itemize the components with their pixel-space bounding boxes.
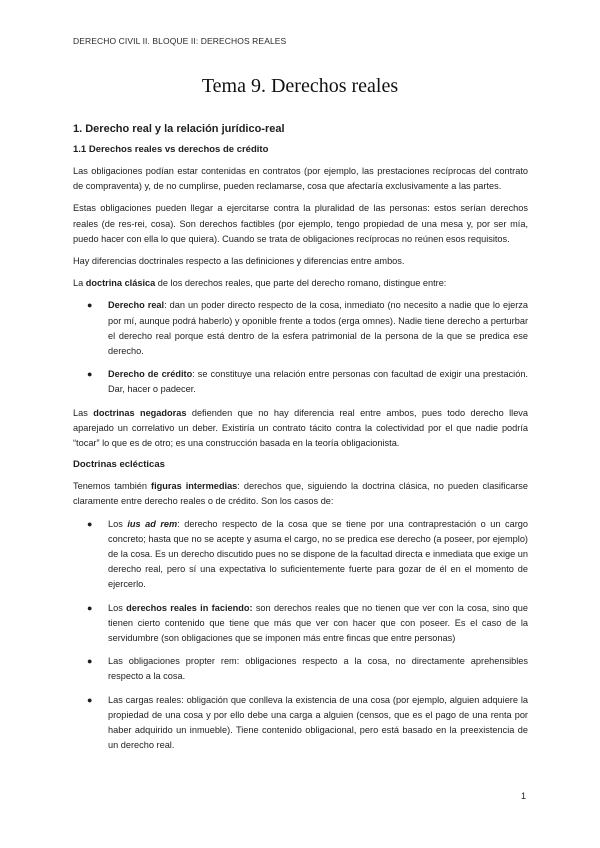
bullet-icon: ●: [87, 300, 93, 311]
subsection-heading: Doctrinas eclécticas: [73, 459, 165, 471]
subsection-heading: 1.1 Derechos reales vs derechos de crédito: [73, 144, 269, 155]
paragraph: Las obligaciones podían estar contenidas en contratos (por ejemplo, las prestaciones recíprocas del contrato de compraventa) y, de no cumplirse, pueden reclamarse, cosa que afectaría exclusivamente a las partes.: [73, 166, 528, 192]
section-heading: 1. Derecho real y la relación jurídico-real: [73, 123, 285, 135]
page-number: 1: [520, 791, 526, 801]
list-item: ● Derecho real: dan un poder directo respecto de la cosa, inmediato (no necesito a nadie que lo ejerza por mí, aunque podrá haberlo) y oponible frente a todos (erga omnes). Nadie tiene derecho a perturbar el derecho real porque está dentro de la esfera patrimonial de la persona de la que se predica ese derecho.: [87, 300, 528, 357]
bold-term: ius ad rem: [127, 518, 178, 529]
bold-term: derechos reales in faciendo:: [126, 602, 253, 613]
paragraph: Hay diferencias doctrinales respecto a las definiciones y diferencias entre ambos.: [73, 256, 405, 267]
paragraph: Estas obligaciones pueden llegar a ejercitarse contra la pluralidad de las personas: estos serían derechos reales (de res-rei, cosa). Son derechos factibles (por ejemplo, tengo propiedad de una mesa y, por ser mía, puedo hacer con ella lo que quiera). Cuando se trata de obligaciones recíprocas no reúnen esos requisitos.: [73, 203, 528, 244]
paragraph: Las doctrinas negadoras defienden que no hay diferencia real entre ambos, pues todo derecho lleva aparejado un correlativo un deber. Existiría un contrato tácito contra la colectividad por el que nadie podría “tocar” lo que es de otro; es una construcción basada en la teoría obligacionista.: [73, 407, 529, 449]
bold-term: Derecho de crédito: [108, 369, 193, 380]
bullet-icon: ●: [87, 656, 93, 667]
page-header: DERECHO CIVIL II. BLOQUE II: DERECHOS REALES: [73, 36, 287, 46]
bullet-icon: ●: [87, 602, 93, 613]
bold-term: doctrina clásica: [85, 278, 156, 289]
list-item: ● Las obligaciones propter rem: obligaciones respecto a la cosa, no directamente aprehensibles respecto a la cosa.: [87, 656, 528, 682]
paragraph: Tenemos también figuras intermedias: derechos que, siguiendo la doctrina clásica, no pueden clasificarse claramente entre derecho reales o de crédito. Son los casos de:: [73, 481, 528, 507]
bullet-icon: ●: [87, 369, 93, 380]
page-title: Tema 9. Derechos reales: [201, 75, 399, 97]
document-body: [73, 122, 528, 762]
bullet-icon: ●: [87, 518, 93, 529]
list-item: ● Los ius ad rem: derecho respecto de la cosa que se tiene por una contraprestación o un cargo concreto; hasta que no se acepte y asuma el cargo, no se predica ese derecho (a poseer, por ejemplo) de la cosa. Es un derecho discutido pues no se dispone de la facultad directa e inmediata que exige un derecho real, pero sí una expectativa lo suficientemente fuerte para gozar de él en el momento de ejercerlo.: [87, 518, 528, 590]
bold-term: doctrinas negadoras: [93, 407, 187, 418]
list-item: ● Los derechos reales in faciendo: son derechos reales que no tienen que ver con la cosa, sino que tienen cierto contenido que tiene que más que ver con hacer que con poseer. Es el caso de la servidumbre (son obligaciones que se imponen más entre fincas que entre personas): [87, 602, 528, 644]
bullet-list: [73, 298, 528, 397]
bold-term: Derecho real: [108, 300, 165, 311]
bold-term: figuras intermedias: [151, 481, 238, 492]
list-item: ● Derecho de crédito: se constituye una relación entre personas con facultad de exigir una prestación. Dar, hacer o padecer.: [87, 369, 528, 395]
list-item: ● Las cargas reales: obligación que conlleva la existencia de una cosa (por ejemplo, alguien adquiere la propiedad de una cosa y por ello debe una carga a alguien (censos, que es el pago de una renta por haber adquirido un inmueble). Tiene contenido obligacional, pero está basado en la preexistencia de un derecho real.: [87, 694, 528, 751]
bullet-icon: ●: [87, 694, 93, 705]
bullet-list: [73, 517, 528, 754]
paragraph: La doctrina clásica de los derechos reales, que parte del derecho romano, distingue entre:: [73, 278, 447, 289]
